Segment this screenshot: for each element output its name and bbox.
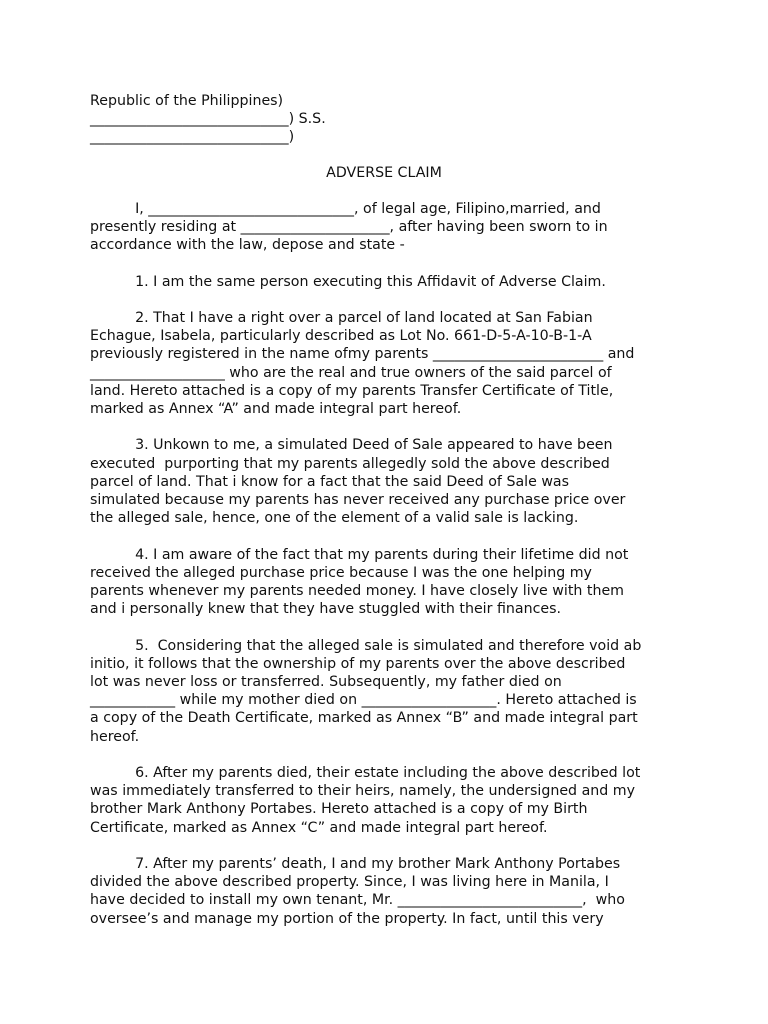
paragraph-line: ____________ while my mother died on ___________________. Hereto attached is (90, 692, 637, 709)
paragraph-3 (90, 436, 690, 527)
intro-line: accordance with the law, depose and state - (90, 237, 405, 254)
paragraph-line: and i personally knew that they have stuggled with their finances. (90, 601, 562, 618)
paragraph-line: oversee’s and manage my portion of the property. In fact, until this very (90, 910, 604, 927)
paragraph-1 (90, 273, 690, 291)
intro-line: I, _____________________________, of legal age, Filipino,married, and (90, 200, 601, 217)
paragraph-line: 3. Unkown to me, a simulated Deed of Sale appeared to have been (90, 437, 613, 454)
intro-paragraph (90, 200, 690, 255)
intro-line: presently residing at _____________________, after having been sworn to in (90, 219, 608, 236)
paragraph-line: marked as Annex “A” and made integral part hereof. (90, 401, 462, 418)
paragraph-line: parents whenever my parents needed money. I have closely live with them (90, 583, 624, 600)
paragraph-line: 5. Considering that the alleged sale is simulated and therefore void ab (90, 637, 642, 654)
paragraph-line: Certificate, marked as Annex “C” and made integral part hereof. (90, 819, 548, 836)
paragraph-line: parcel of land. That i know for a fact that the said Deed of Sale was (90, 473, 570, 490)
paragraph-line: previously registered in the name ofmy parents ________________________ and (90, 346, 635, 363)
paragraph-line: simulated because my parents has never received any purchase price over (90, 492, 626, 509)
header-venue-line: Republic of the Philippines) (90, 93, 284, 109)
paragraph-7 (90, 855, 690, 928)
paragraph-4 (90, 546, 690, 619)
paragraph-line: was immediately transferred to their heirs, namely, the undersigned and my (90, 783, 635, 800)
paragraph-line: initio, it follows that the ownership of my parents over the above described (90, 655, 626, 672)
paragraph-line: divided the above described property. Since, I was living here in Manila, I (90, 874, 609, 891)
paragraph-line: land. Hereto attached is a copy of my parents Transfer Certificate of Title, (90, 382, 614, 399)
paragraph-line: ___________________ who are the real and true owners of the said parcel of (90, 364, 612, 381)
paragraph-line: the alleged sale, hence, one of the element of a valid sale is lacking. (90, 510, 579, 527)
paragraph-line: have decided to install my own tenant, Mr. __________________________, who (90, 892, 625, 909)
paragraph-5 (90, 637, 690, 746)
header-blank-line: ____________________________) (90, 129, 295, 146)
header-blank-line-ss: ____________________________) S.S. (90, 111, 326, 128)
paragraph-line: 4. I am aware of the fact that my parents during their lifetime did not (90, 546, 629, 563)
paragraph-line: hereof. (90, 728, 140, 745)
paragraph-2 (90, 309, 690, 418)
paragraph-line: lot was never loss or transferred. Subsequently, my father died on (90, 674, 562, 691)
paragraph-line: Echague, Isabela, particularly described as Lot No. 661-D-5-A-10-B-1-A (90, 328, 592, 345)
paragraph-line: received the alleged purchase price because I was the one helping my (90, 564, 592, 581)
paragraph-line: 6. After my parents died, their estate including the above described lot (90, 765, 641, 782)
paragraph-line: executed purporting that my parents allegedly sold the above described (90, 455, 610, 472)
paragraph-6 (90, 764, 690, 837)
paragraph-line: 2. That I have a right over a parcel of land located at San Fabian (90, 310, 593, 326)
paragraph-line: a copy of the Death Certificate, marked as Annex “B” and made integral part (90, 710, 638, 727)
paragraph-line: 7. After my parents’ death, I and my brother Mark Anthony Portabes (90, 856, 621, 873)
paragraph-line: 1. I am the same person executing this Affidavit of Adverse Claim. (90, 273, 606, 290)
paragraph-line: brother Mark Anthony Portabes. Hereto attached is a copy of my Birth (90, 801, 588, 818)
document-title: ADVERSE CLAIM (326, 164, 442, 181)
document-page (90, 92, 690, 946)
